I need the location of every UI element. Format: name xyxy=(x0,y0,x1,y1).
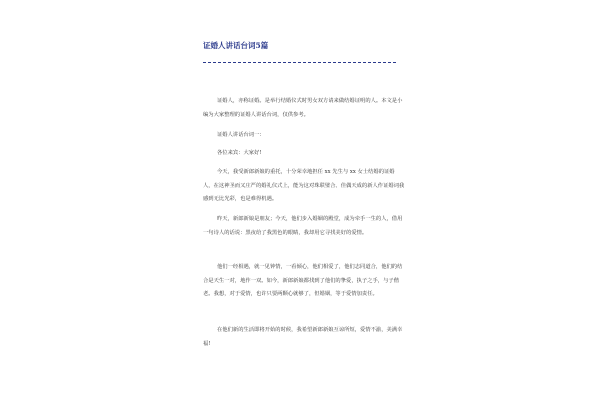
intro-paragraph: 证婚人，亦称证婚。是举行结婚仪式时男女双方请来做结婚证明的人。本文是小编为大家整理的证婚人讲话台词，仅供参考。 xyxy=(203,98,403,118)
section-heading: 证婚人讲话台词一： xyxy=(217,132,265,138)
title-divider xyxy=(203,62,396,63)
document-title: 证婚人讲话台词5篇 xyxy=(203,41,269,50)
speech-paragraph-4: 在他们新的生活即将开始的时候，我希望新郎新娘互谅所短，爱情不渝，美满幸福! xyxy=(203,327,403,347)
speech-paragraph-1: 今天，我受新郎新娘的重托，十分荣幸地担任 xx 先生与 xx 女士结婚的证婚人，在这神圣而又庄严的婚礼仪式上，能为这对珠联璧合、佳偶天成的新人作证婚词我感到无比光彩，也是难得机遇。 xyxy=(203,169,405,202)
speech-paragraph-2: 昨天，新郎新娘是朋友；今天，他们步入婚姻的殿堂，成为牵手一生的人，借用一句诗人的话说：黑夜给了我黑色的眼睛，我却用它寻找美好的爱情。 xyxy=(203,216,403,236)
greeting-paragraph: 各位来宾：大家好! xyxy=(217,150,262,156)
speech-paragraph-3: 他们一经相遇，就一见钟情，一看倾心，他们相爱了，他们志同道合，他们的结合是天生一对，地作一双。如今，新郎新娘都找到了他们的挚爱，执子之手，与子偕老。我想，对于爱情，也许只要两颗心就够了，但婚姻，等于爱情加责任。 xyxy=(203,264,403,297)
